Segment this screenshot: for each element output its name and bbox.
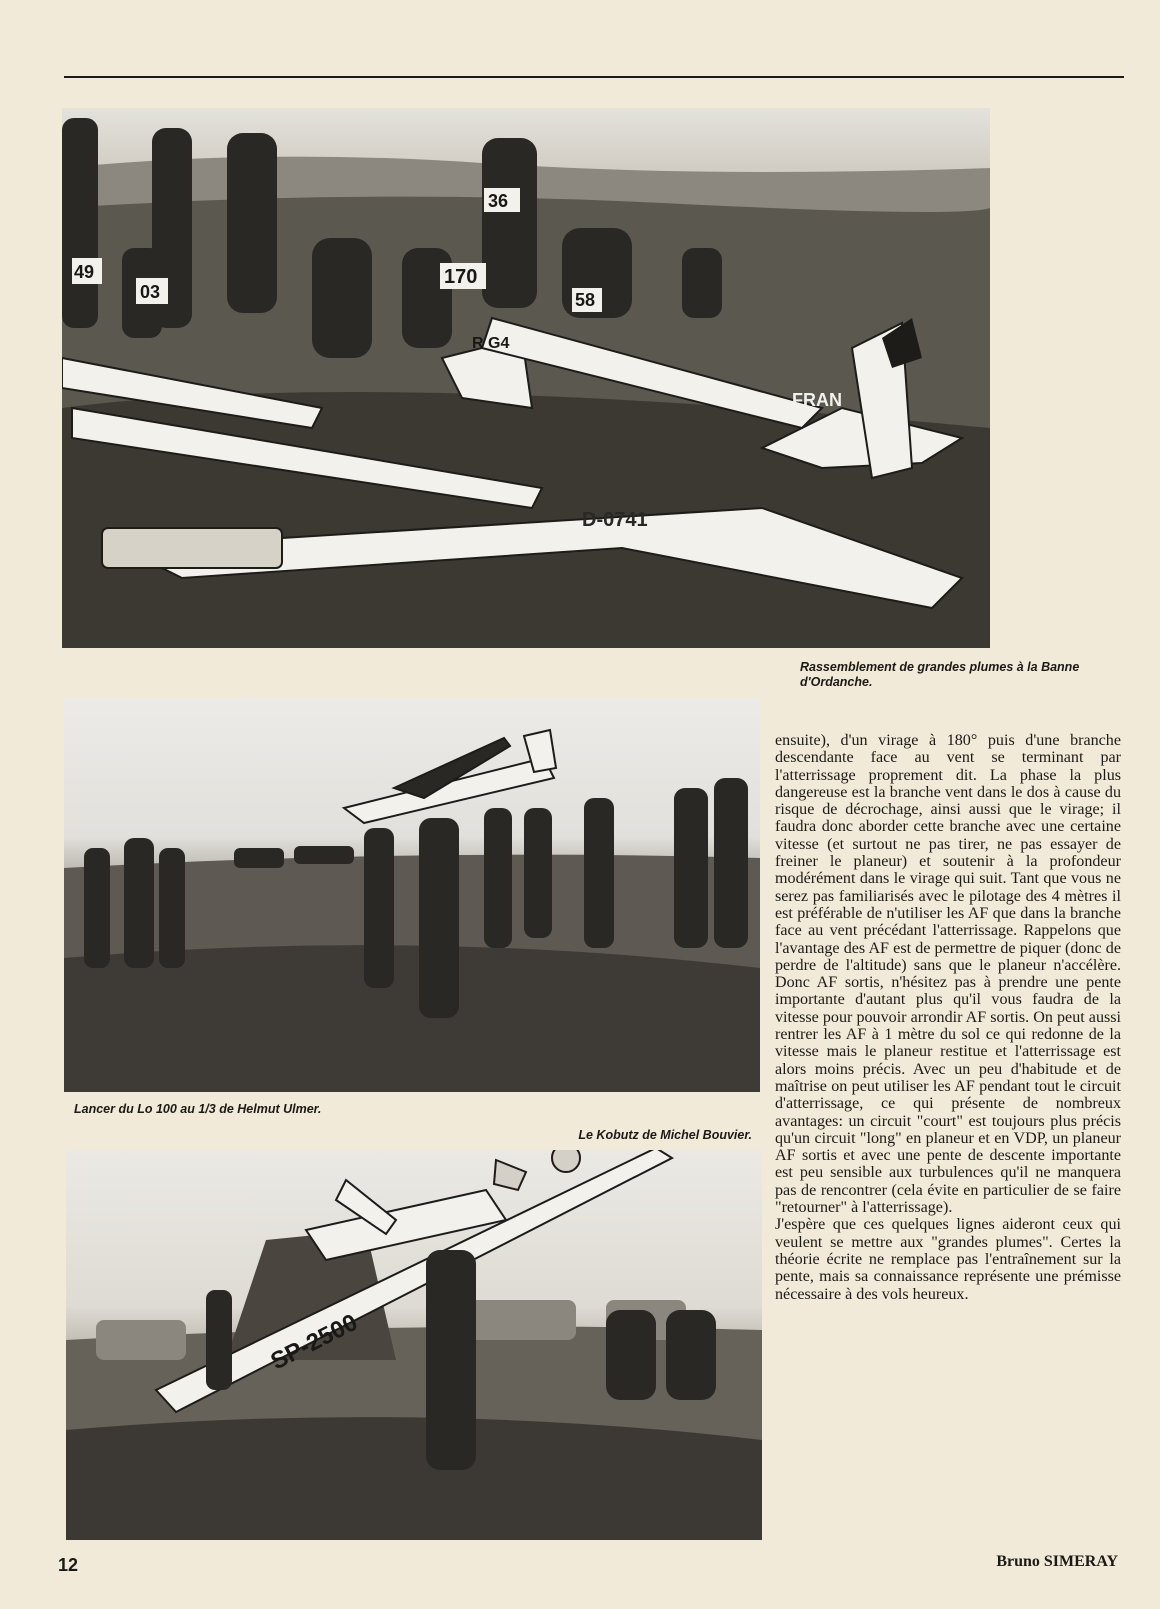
caption-mid-photo: Lancer du Lo 100 au 1/3 de Helmut Ulmer.: [74, 1102, 322, 1116]
photo-gliders-gathering: [62, 108, 990, 648]
photo-gliders-gathering-illustration: [62, 108, 990, 648]
bib-170: 170: [444, 266, 478, 288]
photo-lo100-launch: [64, 698, 760, 1092]
fuselage-marking: FRAN: [792, 390, 842, 410]
article-paragraph-2: J'espère que ces quelques lignes aideront ceux qui veulent se mettre aux "grandes plumes". Certes la théorie écrite ne remplace pas l'entraînement sur la pente, mais sa connaissance représente une prémisse nécessaire à des vols heureux.: [775, 1216, 1121, 1303]
registration-d0741: D-0741: [582, 509, 648, 531]
photo-kobutz-illustration: [66, 1150, 762, 1540]
caption-bottom-photo: Le Kobutz de Michel Bouvier.: [578, 1128, 752, 1142]
article-text: [775, 732, 1121, 1303]
bib-49: 49: [74, 262, 95, 282]
bib-58: 58: [575, 290, 596, 310]
header-rule: [64, 76, 1124, 78]
caption-top-photo: Rassemblement de grandes plumes à la Banne d'Ordanche.: [800, 660, 1080, 689]
tail-marking: R G4: [472, 335, 510, 352]
article-paragraph-1: ensuite), d'un virage à 180° puis d'une branche descendante face au vent se terminant par l'atterrissage proprement dit. La phase la plus dangereuse est la branche vent dans le dos à cause du risque de décrochage, ainsi aussi que le virage; il faudra donc aborder cette branche avec une certaine vitesse (et surtout ne pas tirer, ne pas essayer de freiner le planeur) et soutenir à la profondeur modérément dans le virage qui suit. Tant que vous ne serez pas familiarisés avec le pilotage des 4 mètres il est préférable de n'utiliser les AF que dans la branche face au vent précédant l'atterrissage. Rappelons que l'avantage des AF est de permettre de piquer (donc de perdre de l'altitude) sans que le planeur n'accélère. Donc AF sortis, n'hésitez pas à prendre une pente importante d'autant plus qu'il vous faudra de la vitesse pour pouvoir arrondir AF sortis. On peut aussi rentrer les AF à 1 mètre du sol ce qui redonne de la vitesse mais le planeur restitue et l'atterrissage est alors moins précis. Avec un peu d'habitude et de maîtrise on peut utiliser les AF pendant tout le circuit d'atterrissage, ce qui présente de nombreux avantages: un circuit "court" est toujours plus précis qu'un circuit "long" en planeur et en VDP, un planeur AF sortis et avec une pente de descente importante est peu sensible aux turbulences qu'il ne manquera pas de rencontrer (cela évite en particulier de se faire "retourner" à l'atterrissage).: [775, 732, 1121, 1217]
author-signature: Bruno SIMERAY: [996, 1553, 1118, 1570]
photo-kobutz: [66, 1150, 762, 1540]
bib-03: 03: [140, 282, 161, 302]
page-number: 12: [58, 1555, 79, 1575]
photo-lo100-launch-illustration: [64, 698, 760, 1092]
bib-36: 36: [488, 191, 509, 211]
registration-sp2500: SP-2500: [266, 1308, 362, 1376]
